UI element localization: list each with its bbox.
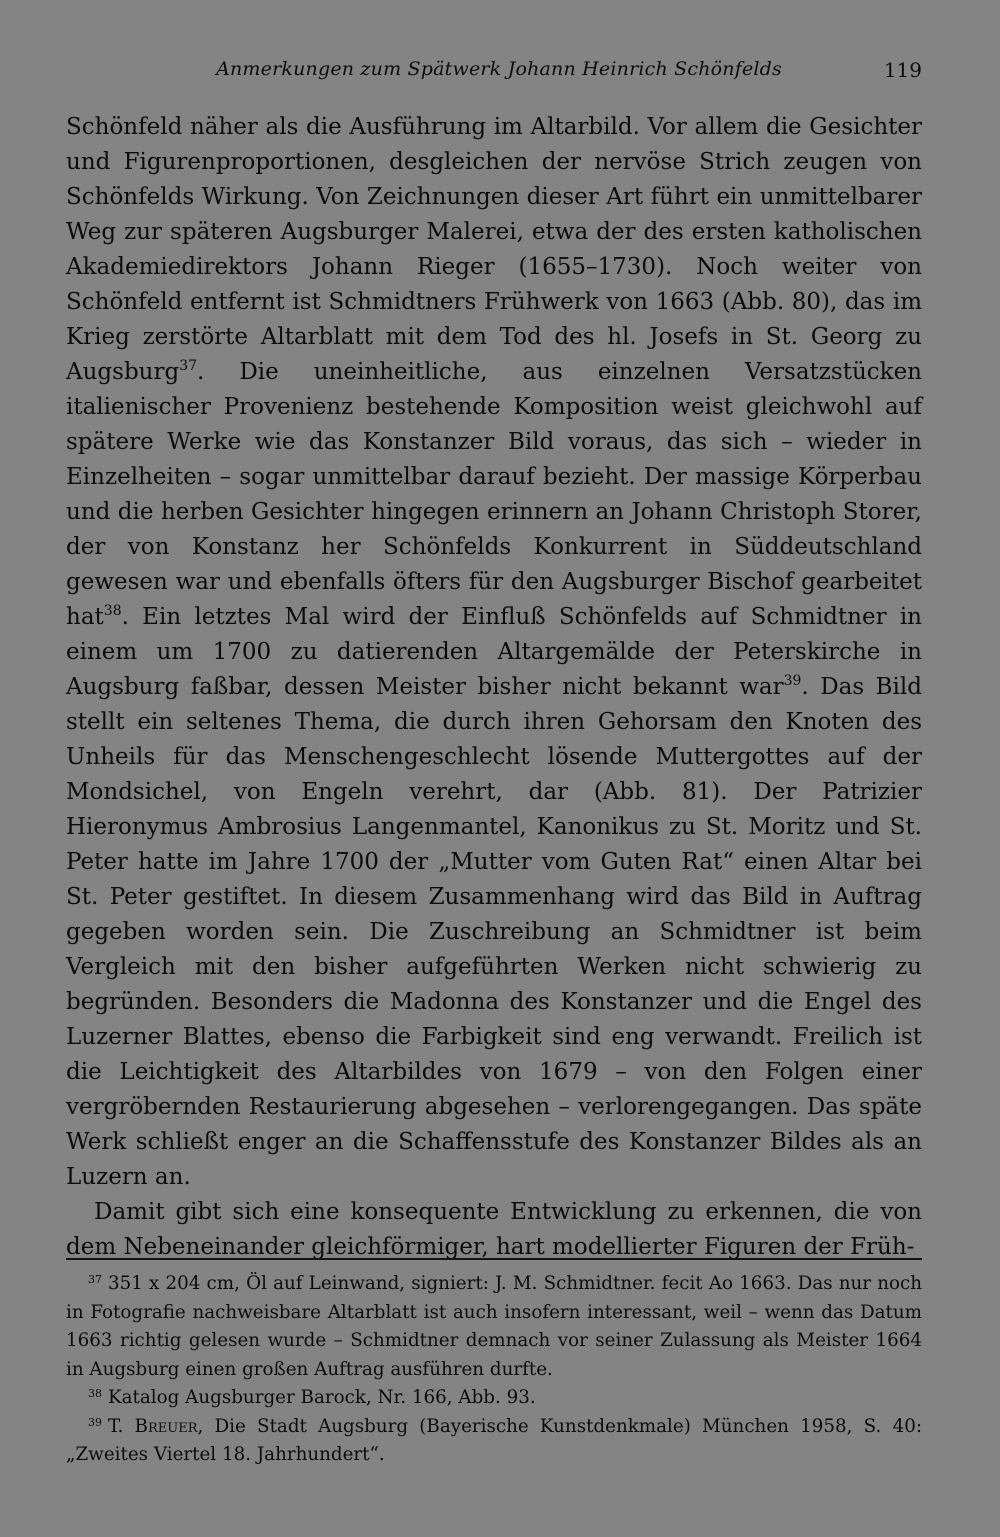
running-title: Anmerkungen zum Spätwerk Johann Heinrich Schönfelds bbox=[216, 58, 782, 80]
paragraph-1-part-a: Schönfeld näher als die Ausführung im Altarbild. Vor allem die Gesichter und Figurenproportionen, desgleichen der nervöse Strich zeugen von Schönfelds Wirkung. Von Zeichnungen dieser Art führt ein unmittelbarer Weg zur späteren Augsburger Malerei, etwa der des ersten katholischen Akademiedirektors Johann Rieger (1655–1730). Noch weiter von Schönfeld entfernt ist Schmidtners Frühwerk von 1663 (Abb. 80), das im Krieg zerstörte Altarblatt mit dem Tod des hl. Josefs in St. Georg zu Augsburg bbox=[66, 114, 922, 385]
footnote-mark: 37 bbox=[88, 1273, 102, 1286]
paragraph-2: Damit gibt sich eine konsequente Entwicklung zu erkennen, die von dem Nebeneinander gleichförmiger, hart modellierter Figuren der Früh- bbox=[66, 1199, 922, 1260]
body-text bbox=[66, 110, 922, 1265]
footnote-mark: 38 bbox=[88, 1387, 102, 1400]
page-number: 119 bbox=[883, 58, 922, 82]
footnote-mark: 39 bbox=[88, 1415, 102, 1429]
footnote-author: T. Breuer bbox=[108, 1415, 198, 1437]
footnote-separator bbox=[66, 1258, 922, 1260]
paragraph-1-part-b: . Die uneinheitliche, aus einzelnen Versatzstücken italienischer Provenienz bestehende Komposition weist gleichwohl auf spätere Werke wie das Konstanzer Bild voraus, das sich – wieder in Einzelheiten – sogar unmittelbar darauf bezieht. Der massige Körperbau und die herben Gesichter hingegen erinnern an Johann Christoph Storer, der von Konstanz her Schönfelds Konkurrent in Süddeutschland gewesen war und ebenfalls öfters für den Augsburger Bischof gearbeitet hat bbox=[66, 359, 922, 630]
running-header bbox=[0, 58, 1000, 88]
footnote-ref-38: 38 bbox=[103, 603, 122, 619]
footnote-text: 351 x 204 cm, Öl auf Leinwand, signiert: J. M. Schmidtner. fecit Ao 1663. Das nur noch in Fotografie nachweisbare Altarblatt ist auch insofern interessant, weil – wenn das Datum 1663 richtig gelesen wurde – Schmidtner demnach vor seiner Zulassung als Meister 1664 in Augsburg einen großen Auftrag ausführen durfte. bbox=[66, 1273, 922, 1380]
paragraph-1 bbox=[66, 110, 922, 1195]
footnote-37 bbox=[66, 1270, 922, 1384]
footnote-text: Katalog Augsburger Barock, Nr. 166, Abb. 93. bbox=[108, 1387, 536, 1408]
footnotes bbox=[66, 1270, 922, 1470]
footnote-ref-37: 37 bbox=[179, 358, 198, 374]
paragraph-1-part-d: . Das Bild stellt ein seltenes Thema, die durch ihren Gehorsam den Knoten des Unheils für das Menschengeschlecht lösende Muttergottes auf der Mondsichel, von Engeln verehrt, dar (Abb. 81). Der Patrizier Hieronymus Ambrosius Langenmantel, Kanonikus zu St. Moritz und St. Peter hatte im Jahre 1700 der „Mutter vom Guten Rat“ einen Altar bei St. Peter gestiftet. In diesem Zusammenhang wird das Bild in Auftrag gegeben worden sein. Die Zuschreibung an Schmidtner ist beim Vergleich mit den bisher aufgeführten Werken nicht schwierig zu begründen. Besonders die Madonna des Konstanzer und die Engel des Luzerner Blattes, ebenso die Farbigkeit sind eng verwandt. Freilich ist die Leichtigkeit des Altarbildes von 1679 – von den Folgen einer vergröbernden Restaurierung abgesehen – verlorengegangen. Das späte Werk schließt enger an die Schaffensstufe des Konstanzer Bildes als an Luzern an. bbox=[66, 674, 922, 1190]
footnote-38 bbox=[66, 1384, 922, 1413]
footnote-text: , Die Stadt Augsburg (Bayerische Kunstdenkmale) München 1958, S. 40: „Zweites Viertel 18. Jahrhundert“. bbox=[66, 1415, 923, 1465]
paragraph-1-part-c: . Ein letztes Mal wird der Einfluß Schönfelds auf Schmidtner in einem um 1700 zu datierenden Altargemälde der Peterskirche in Augsburg faßbar, dessen Meister bisher nicht bekannt war bbox=[66, 604, 922, 700]
footnote-39 bbox=[66, 1413, 922, 1470]
footnote-ref-39: 39 bbox=[783, 673, 802, 689]
